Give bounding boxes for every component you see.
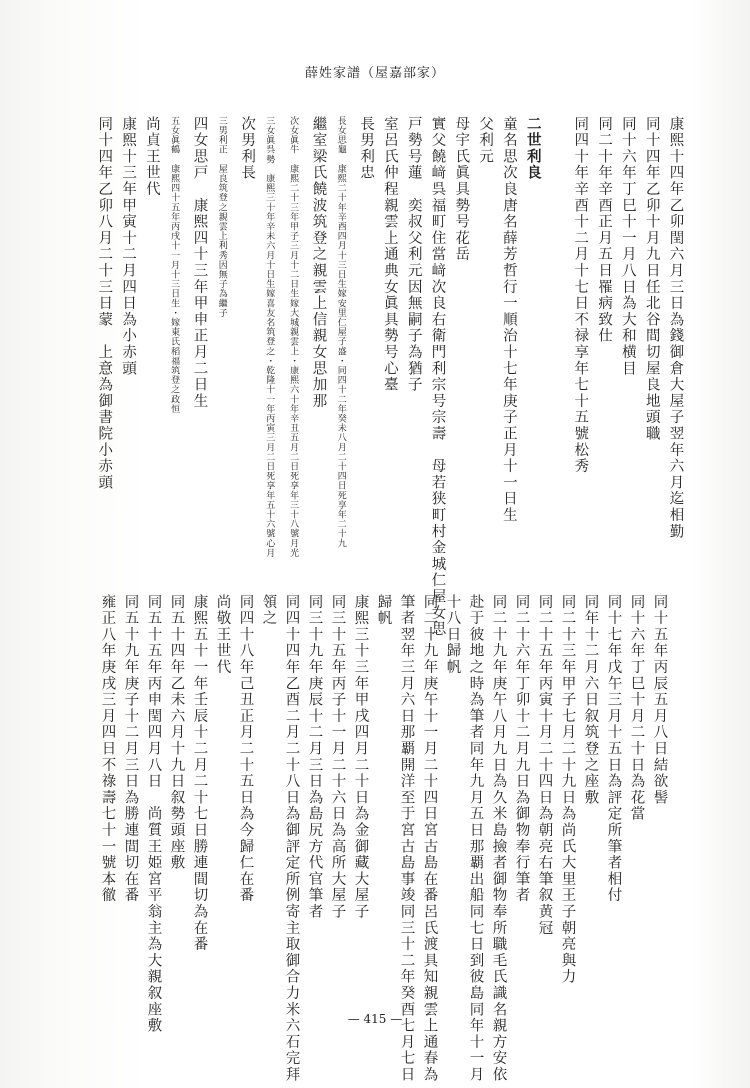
bottom-column: 雍正八年庚戌三月四日不祿壽七十一號本徹	[99, 594, 116, 904]
bottom-column: 歸帆	[375, 594, 392, 627]
top-column: 室呂氏仲程親雲上通典女眞具勢号心臺	[381, 116, 398, 394]
top-column: 三女眞呉勢 康熙三十年辛未六月十日生嫁喜友名筑登之・乾隆十一年丙寅三月二日死享年五十六號心月	[264, 116, 275, 558]
top-column: 同二十年辛酉正月五日罹病致仕	[596, 116, 613, 345]
top-column: 同十四年乙卯十月九日任北谷間切屋良地頭職	[643, 116, 660, 442]
top-column: 二世利良	[524, 116, 542, 182]
bottom-column: 領之	[260, 594, 277, 627]
top-column: 長男利忠	[358, 116, 375, 182]
top-column: 同十六年丁巳十一月八日為大和横目	[619, 116, 636, 377]
bottom-column: 同十六年丁巳十月二十日為花當	[628, 594, 645, 823]
bottom-column: 同五十四年乙未六月十九日叙勢頭座敷	[168, 594, 185, 872]
bottom-column: 尚敬王世代	[214, 594, 231, 676]
top-column: 康熙十四年乙卯閏六月三日為錢御倉大屋子翌年六月迄相勤	[667, 116, 684, 540]
top-column: 五女眞鶴 康熙四十五年丙戌十一月十三日生・嫁東氏稻福筑登之政恒	[169, 116, 180, 414]
bottom-column: 十八日歸帆	[444, 594, 461, 676]
top-column: 戸勢号蓮 奕叔父利元因無嗣子為猶子	[405, 116, 422, 394]
top-column: 次女眞牛 康熙二十三年甲子三月十二日生嫁大城親雲上・康熙六十年辛丑五月二日死享年三十八號月光	[288, 116, 299, 558]
top-column: 次男利長	[239, 116, 256, 182]
bottom-column: 同十五年丙辰五月八日結欲髻	[651, 594, 668, 806]
bottom-column: 同五十五年丙申閏四月八日 尚質王姫宮平翁主為大親叙座敷	[145, 594, 162, 1035]
top-column: 童名思次良唐名薛芳哲行一順治十七年庚子正月十一日生	[500, 116, 517, 524]
top-column: 繼室梁氏饒波筑登之親雲上信親女思加那	[310, 116, 327, 410]
top-column: 實父饒﨑呉福町住當﨑次良右衛門利宗号宗壽 母若狭町村金城仁屋女思	[429, 116, 446, 638]
page-number: — 415 —	[347, 1012, 403, 1026]
bottom-column: 同年十二月六日叙筑登之座敷	[582, 594, 599, 806]
top-column: 同四十年辛酉十二月十七日不禄享年七十五號松秀	[572, 116, 589, 475]
bottom-column: 康熙三十三年甲戌四月二十日為金御藏大屋子	[352, 594, 369, 920]
bottom-column: 筆者翌年三月六日那覇開洋至于宮古島事竣同三十二年癸酉七月七日	[398, 594, 415, 1083]
bottom-column: 同二十六年丁卯十二月九日為御物奉行筆者	[513, 594, 530, 904]
bottom-column: 康熙五十一年壬辰十二月二十七日勝連間切為在番	[191, 594, 208, 953]
bottom-column: 同二十三年甲子七月二十九日為尚氏大里王子朝亮與力	[559, 594, 576, 986]
top-column: 四女思戸 康熙四十三年甲申正月二日生	[191, 116, 208, 410]
top-column: 同十四年乙卯八月二十三日蒙 上意為御書院小赤頭	[96, 116, 113, 491]
bottom-column: 同三十五年丙子十一月二十六日為高所大屋子	[329, 594, 346, 920]
top-column: 母宇氏眞具勢号花岳	[453, 116, 470, 263]
bottom-column: 同二十五年丙寅十月二十四日為朝亮右筆叙黄冠	[536, 594, 553, 937]
top-column: 尚貞王世代	[143, 116, 160, 198]
bottom-column: 同三十九年庚辰十二月三日為島尻方代官筆者	[306, 594, 323, 920]
bottom-column: 同十七年戊午三月十五日為評定所筆者相付	[605, 594, 622, 904]
bottom-column: 同二十九年庚午八月九日為久米島撿者御物奉所職毛氏識名親方安依	[490, 594, 507, 1083]
top-column: 長女思龜 康熙二十年辛酉四月十三日生嫁安里仁屋子盛・同四十二年癸未八月二十四日死享年二十九	[335, 116, 346, 548]
bottom-column: 同四十八年己丑正月二十五日為今歸仁在番	[237, 594, 254, 904]
bottom-column: 同二十九年庚午十一月二十四日宮古島在番呂氏渡具知親雲上通春為	[421, 594, 438, 1083]
bottom-column: 同五十九年庚子十二月三日為勝連間切在番	[122, 594, 139, 904]
bottom-column: 同四十四年乙酉二月二十八日為御評定所例寄主取御合力米六石完拜	[283, 594, 300, 1083]
bottom-column: 赴于彼地之時為筆者同年九月五日那覇出船同七日到彼島同年十一月	[467, 594, 484, 1083]
page-header: 薛姓家譜（屋嘉部家）	[304, 66, 445, 81]
top-column: 三男利正 屋良筑登之親雲上利秀因無子為繼子	[216, 116, 227, 318]
top-column: 父利元	[477, 116, 494, 165]
top-column: 康熙十三年甲寅十二月四日為小赤頭	[120, 116, 137, 377]
